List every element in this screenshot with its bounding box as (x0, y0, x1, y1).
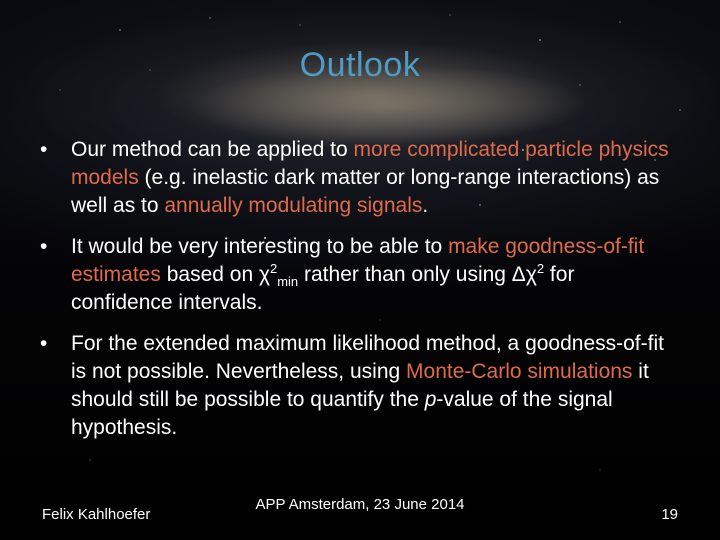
bullet-item (40, 330, 680, 442)
bullet-text: based on χ (160, 263, 270, 286)
subscript: min (277, 274, 299, 290)
bullet-text: . (422, 194, 429, 217)
bullet-text: It would be very interesting to be able to (71, 235, 449, 258)
bullet-text: Our method can be applied to (71, 138, 354, 161)
bullet-text: -value of the signal hypothesis. (71, 388, 613, 439)
superscript: 2 (269, 261, 278, 276)
bullet-text: For the extended maximum likelihood method, a goodness-of-fit is not possible. Nevertheless, using (71, 332, 664, 383)
highlight-text: more complicated particle physics models (71, 138, 669, 189)
bullet-item (40, 233, 680, 317)
bullet-text: rather than only using Δχ (298, 263, 537, 286)
slide-title: Outlook (299, 46, 421, 84)
highlight-text: make goodness-of-fit estimates (71, 235, 645, 286)
bullet-marker: • (40, 138, 48, 161)
footer-author: Felix Kahlhoefer (42, 506, 151, 523)
page-number: 19 (661, 506, 678, 523)
bullet-list (40, 136, 680, 455)
bullet-text: (e.g. inelastic dark matter or long-range interactions) as well as to (71, 166, 660, 217)
bullet-marker: • (40, 235, 48, 258)
footer-event: APP Amsterdam, 23 June 2014 (255, 496, 465, 513)
italic-text: p (424, 388, 437, 411)
highlight-text: annually modulating signals (164, 194, 423, 217)
bullet-marker: • (40, 332, 48, 355)
bullet-text: for confidence intervals. (71, 263, 575, 314)
bullet-item (40, 136, 680, 220)
bullet-text: it should still be possible to quantify the (71, 360, 649, 411)
superscript: 2 (536, 261, 545, 276)
highlight-text: Monte-Carlo simulations (406, 360, 633, 383)
